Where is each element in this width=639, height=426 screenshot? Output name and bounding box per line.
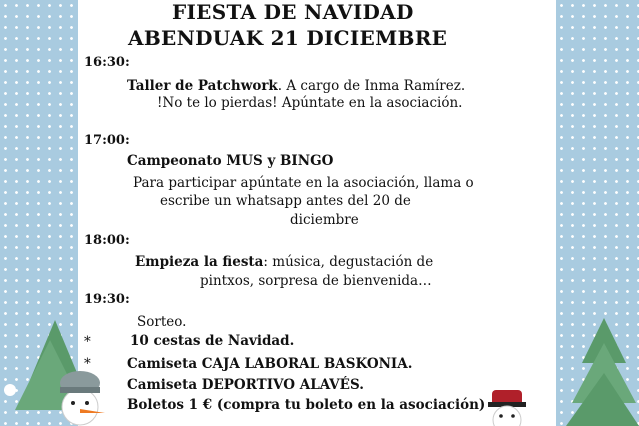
- left-snowman-icon: [35, 365, 115, 426]
- event-2-line-4: diciembre: [290, 212, 359, 228]
- event-3-line-1: Empieza la fiesta: música, degustación de: [135, 254, 434, 270]
- event-time-3: 18:00:: [84, 233, 130, 248]
- prize-item-2: Camiseta CAJA LABORAL BASKONIA.: [127, 356, 413, 372]
- event-time-2: 17:00:: [84, 133, 130, 148]
- event-2-line-3: escribe un whatsapp antes del 20 de: [160, 193, 411, 209]
- event-time-1: 16:30:: [84, 55, 130, 70]
- event-4-line-1: Sorteo.: [137, 314, 187, 330]
- flyer-title: FIESTA DE NAVIDAD: [172, 0, 414, 24]
- event-1-line-2: !No te lo pierdas! Apúntate en la asociación.: [157, 95, 463, 111]
- event-2-line-1: Campeonato MUS y BINGO: [127, 153, 334, 169]
- event-time-4: 19:30:: [84, 292, 130, 307]
- right-tree-illustration: [556, 318, 639, 426]
- prize-item-3: Camiseta DEPORTIVO ALAVÉS.: [127, 377, 364, 393]
- right-snowman-icon: [480, 388, 540, 426]
- event-2-line-2: Para participar apúntate en la asociación, llama o: [133, 175, 474, 191]
- event-3-line-2: pintxos, sorpresa de bienvenida…: [200, 273, 432, 289]
- prize-bullet-1: *: [84, 334, 91, 350]
- prize-bullet-2: *: [84, 356, 91, 372]
- prize-item-1: 10 cestas de Navidad.: [130, 333, 295, 349]
- flyer-date: ABENDUAK 21 DICIEMBRE: [128, 26, 448, 50]
- prize-item-4: Boletos 1 € (compra tu boleto en la asociación): [127, 397, 486, 413]
- event-1-line-1: Taller de Patchwork. A cargo de Inma Ramírez.: [127, 78, 466, 94]
